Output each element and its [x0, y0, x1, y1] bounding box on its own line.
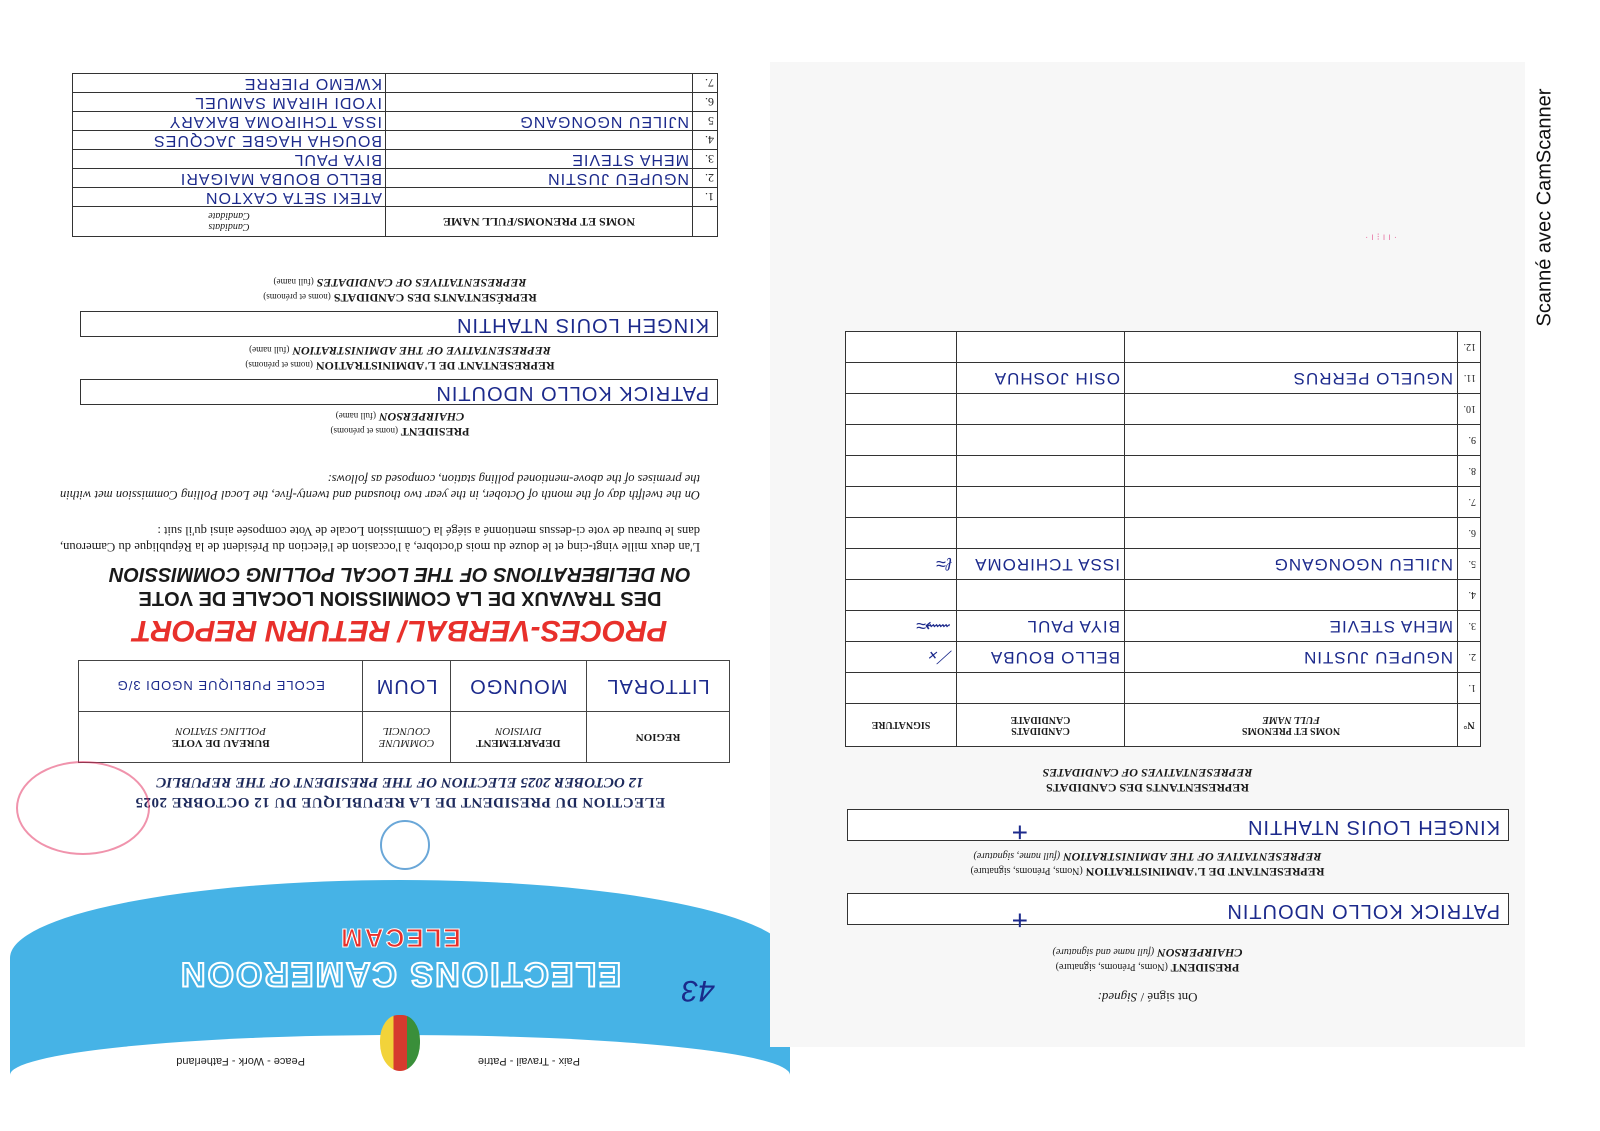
header-full-name: NOMS ET PRENOMS/FULL NAME — [386, 207, 693, 237]
right-president-field: PATRICK KOLLO NDOUTIN + — [847, 893, 1509, 925]
table-row: 2. NGUPEU JUSTIN BELLO BOUBA ⟋⨯ — [846, 642, 1481, 673]
table-row: 4. BOUGHA HAGBE JACQUES — [73, 131, 718, 150]
org-title: ELECTIONS CAMEROON — [178, 955, 622, 993]
right-page-signatures — [770, 62, 1525, 1047]
table-row: 5 NJILEU NGONGANG ISSA TCHIROMA BAKARY — [73, 112, 718, 131]
elecam-seal-icon — [380, 820, 430, 870]
report-title: PROCES-VERBAL/ RETURN REPORT — [132, 614, 668, 647]
report-subtitle-fr: DES TRAVAUX DE LA COMMISSION LOCALE DE VOTE — [138, 587, 662, 609]
header-signature: SIGNATURE — [846, 704, 957, 747]
table-row: 4. — [846, 580, 1481, 611]
table-row: 5. NJILEU NGONGANG ISSA TCHIROMA ℓ≈ — [846, 549, 1481, 580]
table-row: 6. IYODI HIRAM SAMUEL — [73, 93, 718, 112]
value-region: LITTORAL — [586, 661, 729, 712]
table-row: 9. — [846, 425, 1481, 456]
motto-fr: Paix - Travail - Patrie — [477, 1055, 580, 1067]
candidate-reps-table — [72, 73, 718, 237]
signature-mark: ⟿≈ — [846, 611, 957, 642]
header-department: DEPARTEMENT DIVISION — [450, 712, 586, 763]
president-signature: + — [1011, 905, 1028, 936]
left-page-return-report — [0, 0, 790, 1075]
value-department: MOUNGO — [450, 661, 586, 712]
table-row: 11. NGUELO PERRUS OSIH JOSHUA — [846, 363, 1481, 394]
right-president-label: PRESIDENT (Noms, Prénoms, signature) CHAIRPERSON (full name and signature) — [1052, 946, 1243, 975]
header-region: REGION — [586, 712, 729, 763]
table-row: 12. — [846, 332, 1481, 363]
header-full-name: NOMS ET PRENOMS FULL NAME — [1125, 704, 1458, 747]
table-row: 3. MEHA STEVIE BIYA PAUL ⟿≈ — [846, 611, 1481, 642]
table-row: 7. KWEMO PIERRE — [73, 74, 718, 93]
org-acronym: ELECAM — [339, 923, 461, 953]
table-row: 6. — [846, 518, 1481, 549]
election-line-fr: ELECTION DU PRESIDENT DE LA REPUBLIQUE DU 12 OCTOBRE 2025 — [134, 794, 666, 810]
header-polling-station: BUREAU DE VOTE POLLING STATION — [79, 712, 363, 763]
table-row: 8. — [846, 456, 1481, 487]
header-candidate: Candidats Candidate — [73, 207, 386, 237]
header-commune: COMMUNE COUNCIL — [363, 712, 450, 763]
value-polling-station: ECOLE PUBLIQUE NGODI 3/G — [79, 661, 363, 712]
report-subtitle-en: ON DELIBERATIONS OF THE LOCAL POLLING COMMISSION — [109, 563, 691, 585]
table-row: 1. — [846, 673, 1481, 704]
president-name-field: PATRICK KOLLO NDOUTIN — [80, 379, 718, 405]
faint-stamp-mark: · ı ⁝ ı ı · — [1365, 232, 1398, 243]
paragraph-en: On the twelfth day of the month of October, in the year two thousand and twenty-five, the Local Polling Commission met within the premises of the above-mentioned polling station, composed as follows: — [60, 472, 700, 502]
admin-rep-signature: + — [1011, 817, 1028, 848]
location-table — [78, 660, 730, 763]
table-row: 7. — [846, 487, 1481, 518]
election-line-en: 12 OCTOBER 2025 ELECTION OF THE PRESIDENT OF THE REPUBLIC — [156, 774, 644, 790]
signed-label: Ont signé / Signed: — [1097, 990, 1198, 1005]
signature-mark: ℓ≈ — [846, 549, 957, 580]
table-row: 2. NGUPEU JUSTIN BELLO BOUBA MAIGARI — [73, 169, 718, 188]
right-admin-rep-label: REPRESENTANT DE L'ADMINISTRATION (Noms, Prénoms, signature) REPRESENTATIVE OF THE ADMINISTRATION (full name, signature) — [970, 850, 1325, 879]
signature-mark: ⟋⨯ — [846, 642, 957, 673]
motto-en: Peace - Work - Fatherland — [176, 1055, 305, 1067]
right-candidate-reps-label: REPRESENTANTS DES CANDIDATS REPRESENTATIVES OF CANDIDATES — [1042, 766, 1253, 795]
right-candidate-reps-table — [845, 331, 1481, 747]
red-stamp-mark — [16, 761, 150, 855]
coat-of-arms-icon — [380, 1015, 420, 1071]
table-row: 1. ATEKI SETA CAXTON — [73, 188, 718, 207]
president-label: PRESIDENT (noms et prénoms) CHAIRPERSON (full name) — [330, 410, 470, 439]
candidate-reps-label: REPRÉSENTANTS DES CANDIDATS (noms et prénoms) REPRESENTATIVES OF CANDIDATES (full name) — [263, 276, 537, 305]
right-admin-rep-field: KINGEH LOUIS NTAHTIN + — [847, 809, 1509, 841]
header-num: N° — [1458, 704, 1481, 747]
value-commune: LOUM — [363, 661, 450, 712]
admin-rep-label: REPRESENTANT DE L'ADMINISTRATION (noms et prénoms) REPRESENTATIVE OF THE ADMINISTRATION (full name) — [245, 344, 555, 373]
admin-rep-name-field: KINGEH LOUIS NTAHTIN — [80, 311, 718, 337]
table-row: 3. MEHA STEVIE BIYA PAUL — [73, 150, 718, 169]
table-row: 10. — [846, 394, 1481, 425]
camscanner-watermark: Scanné avec CamScanner — [1533, 88, 1556, 327]
header-candidate: CANDIDATS CANDIDATE — [957, 704, 1125, 747]
paragraph-fr: L'an deux mille vingt-cinq et le douze du mois d'octobre, à l'occasion de l'élection du Président de la République du Cameroun, dans le bureau de vote ci-dessus mentionné a siégé la Commission Locale de Vote composée ainsi qu'il suit : — [60, 524, 700, 554]
handwritten-page-number: 43 — [681, 974, 715, 1007]
